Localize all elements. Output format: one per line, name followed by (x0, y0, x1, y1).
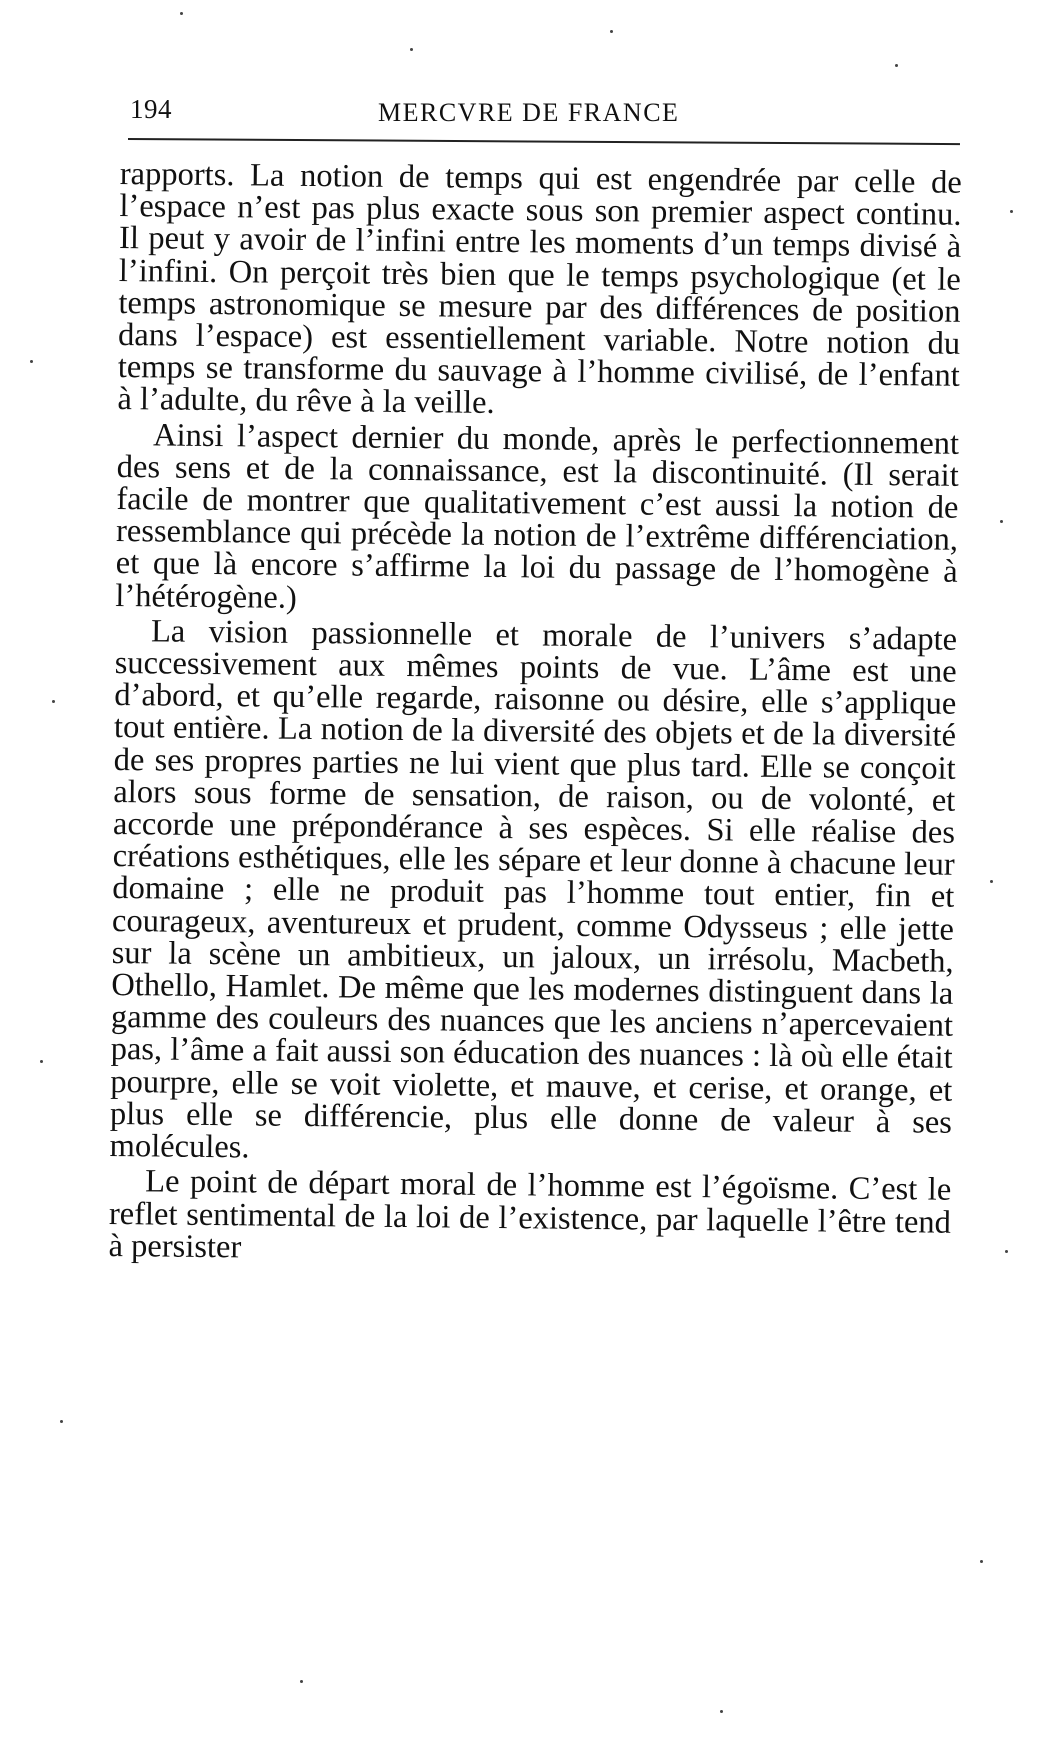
paragraph-1: rapports. La notion de temps qui est engendrée par celle de l’espace n’est pas plus exacte sous son premier aspect continu. Il peut y avoir de l’infini entre les moments d’un temps divisé à l’infini. On perçoit très bien que le temps psychologique (et le temps astronomique se mesure par des différences de position dans l’espace) est essentiellement variable. Notre notion du temps se transforme du sauvage à l’homme civilisé, de l’enfant à l’adulte, du rêve à la veille. (117, 156, 962, 422)
scan-speck (1010, 210, 1013, 213)
header-rule (128, 138, 960, 145)
journal-title: MERCVRE DE FRANCE (378, 98, 680, 127)
scan-speck (40, 1060, 43, 1063)
scan-speck (60, 1420, 63, 1423)
scan-speck (610, 30, 613, 33)
scan-speck (52, 700, 55, 703)
paragraph-3: La vision passionnelle et morale de l’univers s’adapte successivement aux mêmes points de vue. L’âme est une d’abord, et qu’elle regarde, raisonne ou désire, elle s’applique tout entière. La notion de la diversité des objets et de la diversité de ses propres parties ne lui vient que plus tard. Elle se conçoit alors sous forme de sensation, de raison, ou de volonté, et accorde une prépondérance à ses espèces. Si elle réalise des créations esthétiques, elle les sépare et leur donne à chacune leur domaine ; elle ne produit pas l’homme tout entier, fin et courageux, aventureux et prudent, comme Odysseus ; elle jette sur la scène un ambitieux, un jaloux, un irrésolu, Macbeth, Othello, Hamlet. De même que les modernes distinguent dans la gamme des couleurs des nuances que les anciens n’apercevaient pas, l’âme a fait aussi son éducation des nuances : là où elle était pourpre, elle se voit violette, et mauve, et cerise, et orange, et plus elle se différencie, plus elle donne de valeur à ses molécules. (109, 613, 958, 1166)
page-number: 194 (130, 94, 172, 124)
running-head (128, 94, 960, 134)
body-text (104, 158, 962, 1667)
scan-speck (300, 1680, 303, 1683)
scan-speck (980, 1560, 983, 1563)
scan-speck (720, 1710, 723, 1713)
scan-speck (895, 64, 898, 67)
scan-speck (180, 12, 183, 15)
paragraph-2: Ainsi l’aspect dernier du monde, après le perfectionnement des sens et de la connaissance, est la discontinuité. (Il serait facile de montrer que qualitativement c’est aussi la notion de ressemblance qui précède la notion de l’extrême différenciation, et que là encore s’affirme la loi du passage de l’homogène à l’hétérogène.) (115, 416, 960, 616)
scan-speck (30, 360, 33, 363)
scan-speck (990, 880, 993, 883)
scan-speck (1005, 1250, 1008, 1253)
scan-speck (1000, 520, 1003, 523)
scan-speck (410, 48, 413, 51)
paragraph-4: Le point de départ moral de l’homme est l’égoïsme. C’est le reflet sentimental de la loi de l’existence, par laquelle l’être tend à persister (108, 1163, 952, 1266)
